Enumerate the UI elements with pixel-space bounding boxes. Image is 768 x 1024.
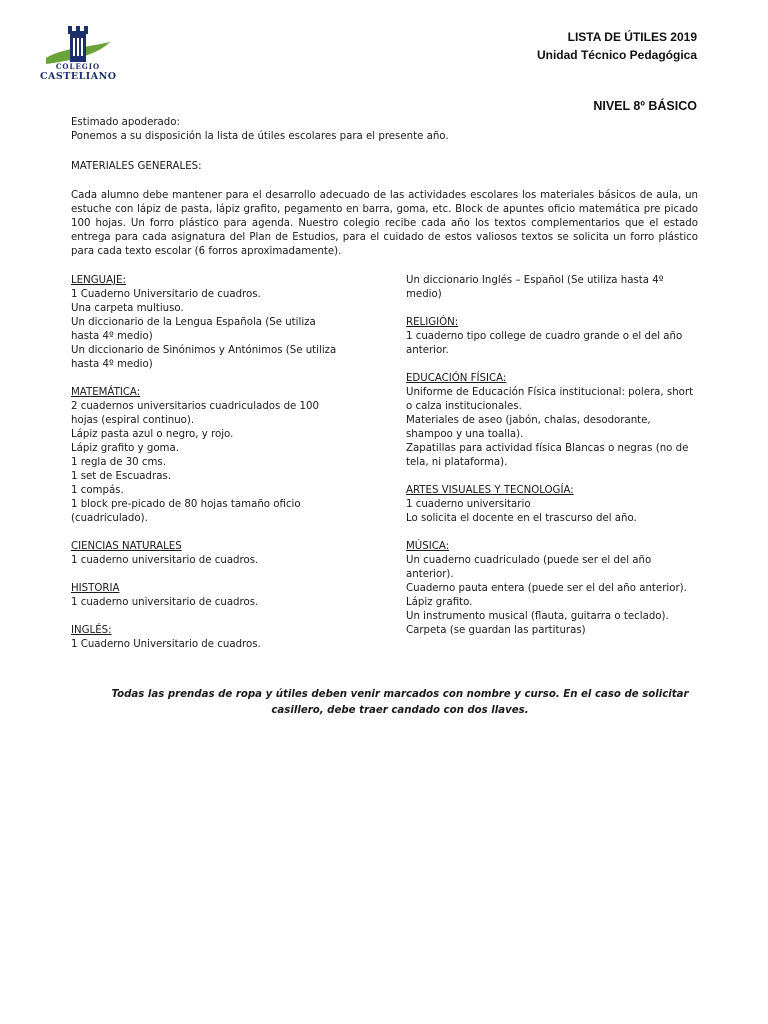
section-title: RELIGIÓN: — [406, 317, 459, 328]
section-title: MATEMÁTICA: — [71, 387, 141, 398]
list-item: Un diccionario Inglés – Español (Se utiliza hasta 4º medio) — [406, 275, 664, 300]
list-item: 1 regla de 30 cms. — [71, 457, 166, 468]
section-historia — [71, 582, 341, 610]
section-title: MÚSICA: — [406, 541, 450, 552]
list-item: 2 cuadernos universitarios cuadriculados de 100 hojas (espiral continuo). — [71, 401, 319, 426]
section-title: EDUCACIÓN FÍSICA: — [406, 373, 507, 384]
greeting: Estimado apoderado: — [71, 117, 180, 128]
general-materials-title: MATERIALES GENERALES: — [71, 161, 202, 172]
list-item: Carpeta (se guardan las partituras) — [406, 625, 586, 636]
section-title: ARTES VISUALES Y TECNOLOGÍA: — [406, 485, 574, 496]
list-item: 1 compás. — [71, 485, 124, 496]
list-item: 1 set de Escuadras. — [71, 471, 171, 482]
section-educacion-fisica — [406, 372, 697, 470]
list-item: Uniforme de Educación Física institucional: polera, short o calza institucionales. — [406, 387, 694, 412]
section-ingles — [71, 624, 341, 652]
level-heading: NIVEL 8º BÁSICO — [593, 99, 697, 113]
list-item: 1 cuaderno universitario de cuadros. — [71, 555, 259, 566]
list-item: Una carpeta multiuso. — [71, 303, 184, 314]
document-subtitle: Unidad Técnico Pedagógica — [536, 48, 697, 62]
section-matematica — [71, 386, 341, 526]
section-ciencias-naturales — [71, 540, 341, 568]
section-ingles-cont — [406, 274, 697, 302]
list-item: 1 Cuaderno Universitario de cuadros. — [71, 639, 261, 650]
list-item: Cuaderno pauta entera (puede ser el del año anterior). Lápiz grafito. — [406, 583, 687, 608]
right-column — [406, 274, 697, 652]
left-column — [71, 274, 341, 666]
logo-school-name: CASTELIANO — [40, 71, 117, 82]
intro — [71, 116, 698, 144]
list-item: 1 cuaderno universitario — [406, 499, 531, 510]
footer-note: Todas las prendas de ropa y útiles deben venir marcados con nombre y curso. En el caso de solicitar casillero, debe traer candado con dos llaves. — [111, 689, 689, 716]
list-item: Un diccionario de Sinónimos y Antónimos (Se utiliza hasta 4º medio) — [71, 345, 337, 370]
section-title: HISTORIA — [71, 583, 120, 594]
section-religion — [406, 316, 697, 358]
list-item: Un diccionario de la Lengua Española (Se utiliza hasta 4º medio) — [71, 317, 316, 342]
logo-colegio-text: COLEGIO — [55, 62, 101, 71]
section-artes-visuales — [406, 484, 697, 526]
general-materials-paragraph: Cada alumno debe mantener para el desarrollo adecuado de las actividades escolares los materiales básicos de aula, un estuche con lápiz de pasta, lápiz grafito, pegamento en barra, goma, etc. Block de apuntes oficio matemática pre picado 100 hojas. Un forro plástico para agenda. Nuestro colegio recibe cada año los textos complementarios que el estado entrega para cada asignatura del Plan de Estudios, para el cuidado de estos valiosos textos se solicita un forro plástico para cada texto escolar (6 forros aproximadamente). — [71, 190, 698, 257]
list-item: Un cuaderno cuadriculado (puede ser el del año anterior). — [406, 555, 652, 580]
intro-line: Ponemos a su disposición la lista de útiles escolares para el presente año. — [71, 131, 449, 142]
section-title: CIENCIAS NATURALES — [71, 541, 182, 552]
list-item: 1 block pre-picado de 80 hojas tamaño oficio (cuadriculado). — [71, 499, 301, 524]
list-item: 1 cuaderno universitario de cuadros. — [71, 597, 259, 608]
document-title: LISTA DE ÚTILES 2019 — [567, 30, 697, 44]
list-item: Lo solicita el docente en el trascurso del año. — [406, 513, 637, 524]
list-item: Zapatillas para actividad física Blancas o negras (no de tela, ni plataforma). — [406, 443, 689, 468]
document-header — [537, 28, 697, 64]
list-item: 1 Cuaderno Universitario de cuadros. — [71, 289, 261, 300]
list-item: Lápiz pasta azul o negro, y rojo. — [71, 429, 234, 440]
list-item: Lápiz grafito y goma. — [71, 443, 179, 454]
section-title: LENGUAJE: — [71, 275, 126, 286]
list-item: 1 cuaderno tipo college de cuadro grande o el del año anterior. — [406, 331, 683, 356]
section-title: INGLÉS: — [71, 625, 112, 636]
section-lenguaje — [71, 274, 341, 372]
list-item: Un instrumento musical (flauta, guitarra o teclado). — [406, 611, 669, 622]
section-musica — [406, 540, 697, 638]
list-item: Materiales de aseo (jabón, chalas, desodorante, shampoo y una toalla). — [406, 415, 651, 440]
